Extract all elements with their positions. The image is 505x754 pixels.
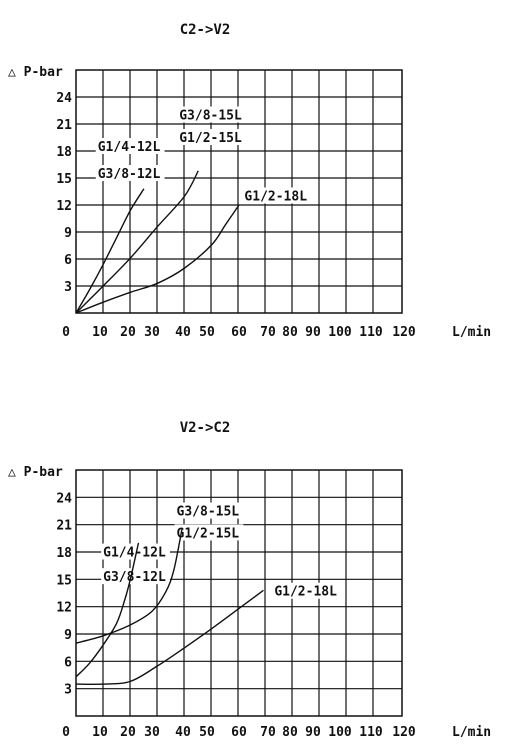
- x-tick-label: 40: [175, 325, 191, 340]
- x-tick-label: 90: [305, 725, 321, 740]
- y-tick-label: 18: [56, 145, 72, 160]
- x-tick-label: 60: [231, 725, 247, 740]
- series-line: [76, 543, 138, 677]
- x-tick-label: 0: [62, 325, 70, 340]
- y-tick-label: 15: [56, 172, 72, 187]
- series-annotation: G3/8-12L: [97, 167, 161, 182]
- x-tick-label: 10: [92, 725, 108, 740]
- x-tick-label: 110: [359, 325, 383, 340]
- x-tick-label: 100: [328, 325, 352, 340]
- y-tick-label: 15: [56, 573, 72, 589]
- series-line: [76, 189, 144, 313]
- y-tick-label: 12: [56, 600, 72, 616]
- x-tick-label: 70: [260, 725, 276, 740]
- x-tick-label: 30: [144, 325, 160, 340]
- series-line: [76, 590, 263, 684]
- y-tick-label: 24: [56, 491, 72, 507]
- series-annotation: G1/2-18L: [244, 189, 308, 205]
- series-annotation: G1/4-12L: [97, 140, 161, 155]
- series-annotation: G3/8-15L: [176, 504, 240, 520]
- y-tick-label: 6: [64, 253, 72, 268]
- y-tick-label: 9: [64, 226, 72, 241]
- x-tick-label: 50: [199, 325, 215, 340]
- series-annotation: G1/4-12L: [103, 545, 166, 561]
- y-tick-label: 9: [64, 628, 72, 643]
- x-tick-label: 90: [305, 325, 321, 340]
- x-tick-label: 50: [199, 725, 215, 740]
- x-tick-label: 30: [144, 725, 160, 740]
- chart-title: V2->C2: [179, 420, 231, 436]
- x-tick-label: 10: [92, 325, 108, 340]
- x-tick-label: 80: [282, 325, 298, 340]
- series-line: [76, 171, 198, 313]
- chart-title: C2->V2: [179, 22, 231, 38]
- x-tick-label: 70: [260, 325, 276, 340]
- x-tick-label: 20: [120, 325, 136, 340]
- x-axis-label: L/min: [452, 325, 492, 340]
- grid: [76, 70, 402, 313]
- y-axis-label: △ P-bar: [8, 465, 63, 480]
- series-annotation: G1/2-18L: [274, 584, 337, 600]
- chart-v2-c2: [8, 420, 491, 740]
- series-annotation: G3/8-15L: [179, 108, 242, 124]
- y-tick-label: 21: [56, 518, 72, 534]
- y-tick-label: 3: [64, 280, 72, 295]
- x-tick-label: 110: [359, 725, 383, 740]
- x-tick-label: 80: [282, 725, 298, 740]
- x-tick-label: 40: [175, 725, 191, 740]
- y-axis-label: △ P-bar: [8, 65, 63, 80]
- y-tick-label: 24: [56, 91, 72, 106]
- x-axis-label: L/min: [452, 725, 492, 740]
- plot-border: [76, 70, 402, 313]
- x-tick-label: 120: [392, 725, 416, 740]
- series-annotation: G1/2-15L: [179, 131, 242, 146]
- y-tick-label: 6: [64, 655, 72, 671]
- x-tick-label: 20: [120, 725, 136, 740]
- x-tick-label: 0: [62, 725, 70, 740]
- y-tick-label: 12: [56, 199, 72, 214]
- x-tick-label: 60: [231, 325, 247, 340]
- chart-c2-v2: [8, 22, 491, 340]
- x-tick-label: 100: [328, 725, 352, 740]
- y-tick-label: 21: [56, 118, 72, 133]
- y-tick-label: 18: [56, 546, 72, 561]
- x-tick-label: 120: [392, 325, 416, 340]
- series-annotation: G1/2-15L: [176, 526, 240, 542]
- series-annotation: G3/8-12L: [103, 570, 166, 586]
- y-tick-label: 3: [64, 682, 72, 698]
